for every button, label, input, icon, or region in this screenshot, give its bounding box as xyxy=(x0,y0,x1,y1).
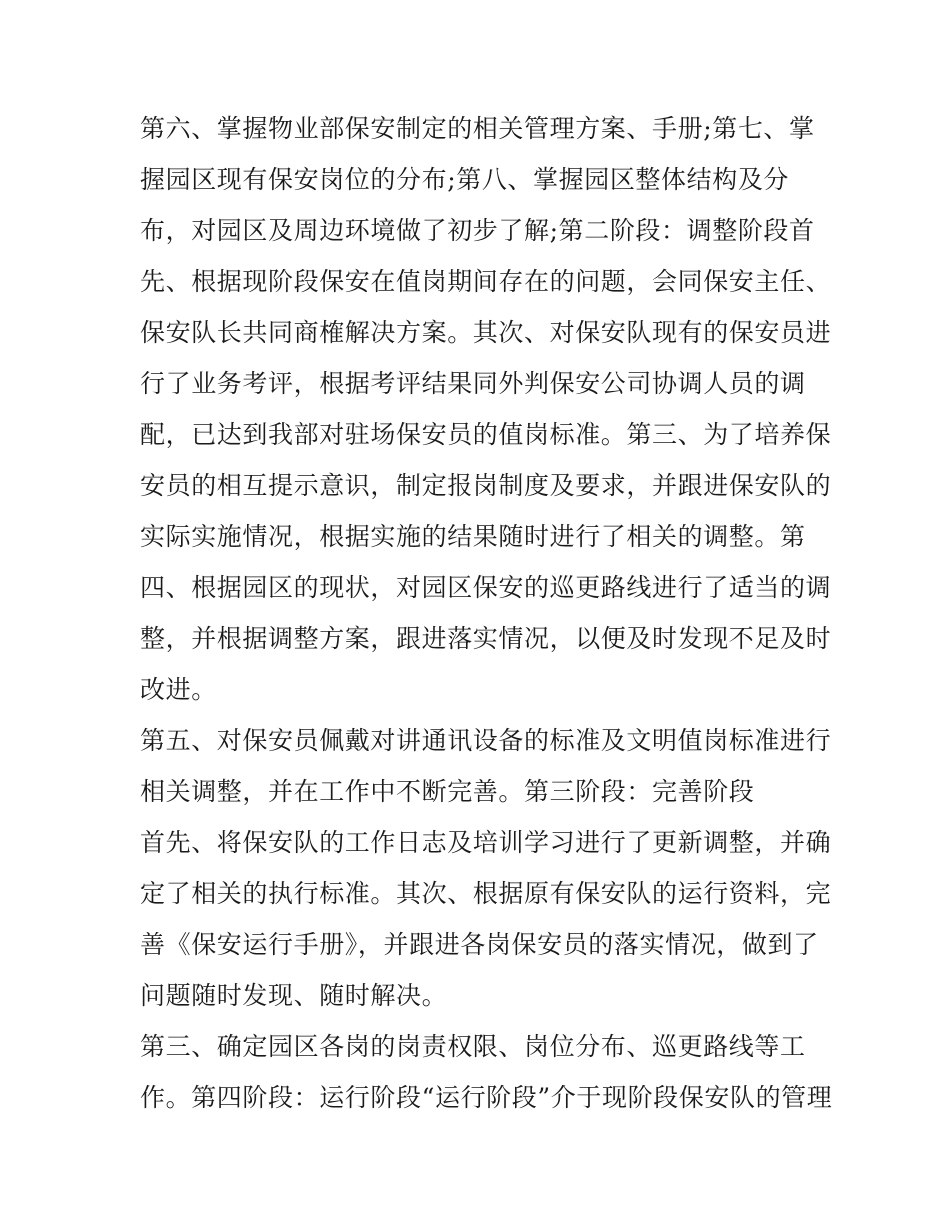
text-line: 作。第四阶段：运行阶段“运行阶段”介于现阶段保安队的管理 xyxy=(140,1083,833,1112)
body-text xyxy=(140,110,833,1130)
text-line: 实际实施情况，根据实施的结果随时进行了相关的调整。第 xyxy=(140,522,806,551)
text-line: 首先、将保安队的工作日志及培训学习进行了更新调整，并确 xyxy=(140,828,832,857)
text-line: 握园区现有保安岗位的分布;第八、掌握园区整体结构及分 xyxy=(140,165,790,194)
text-line: 安员的相互提示意识，制定报岗制度及要求，并跟进保安队的 xyxy=(140,471,832,500)
text-line: 第五、对保安员佩戴对讲通讯设备的标准及文明值岗标准进行 xyxy=(140,726,832,755)
text-line: 整，并根据调整方案，跟进落实情况，以便及时发现不足及时 xyxy=(140,624,832,653)
text-line: 行了业务考评，根据考评结果同外判保安公司协调人员的调 xyxy=(140,369,806,398)
text-line: 定了相关的执行标准。其次、根据原有保安队的运行资料，完 xyxy=(140,879,832,908)
text-line: 四、根据园区的现状，对园区保安的巡更路线进行了适当的调 xyxy=(140,573,832,602)
text-line: 问题随时发现、随时解决。 xyxy=(140,981,448,1010)
text-line: 保安队长共同商榷解决方案。其次、对保安队现有的保安员进 xyxy=(140,318,832,347)
text-line: 配，已达到我部对驻场保安员的值岗标准。第三、为了培养保 xyxy=(140,420,832,449)
text-line: 善《保安运行手册》，并跟进各岗保安员的落实情况，做到了 xyxy=(140,930,819,959)
text-line: 布，对园区及周边环境做了初步了解;第二阶段：调整阶段首 xyxy=(140,216,815,245)
text-line: 改进。 xyxy=(140,675,217,704)
text-line: 相关调整，并在工作中不断完善。第三阶段：完善阶段 xyxy=(140,777,755,806)
text-line: 先、根据现阶段保安在值岗期间存在的问题，会同保安主任、 xyxy=(140,267,832,296)
text-line: 第三、确定园区各岗的岗责权限、岗位分布、巡更路线等工 xyxy=(140,1032,806,1061)
text-line: 第六、掌握物业部保安制定的相关管理方案、手册;第七、掌 xyxy=(140,114,815,143)
